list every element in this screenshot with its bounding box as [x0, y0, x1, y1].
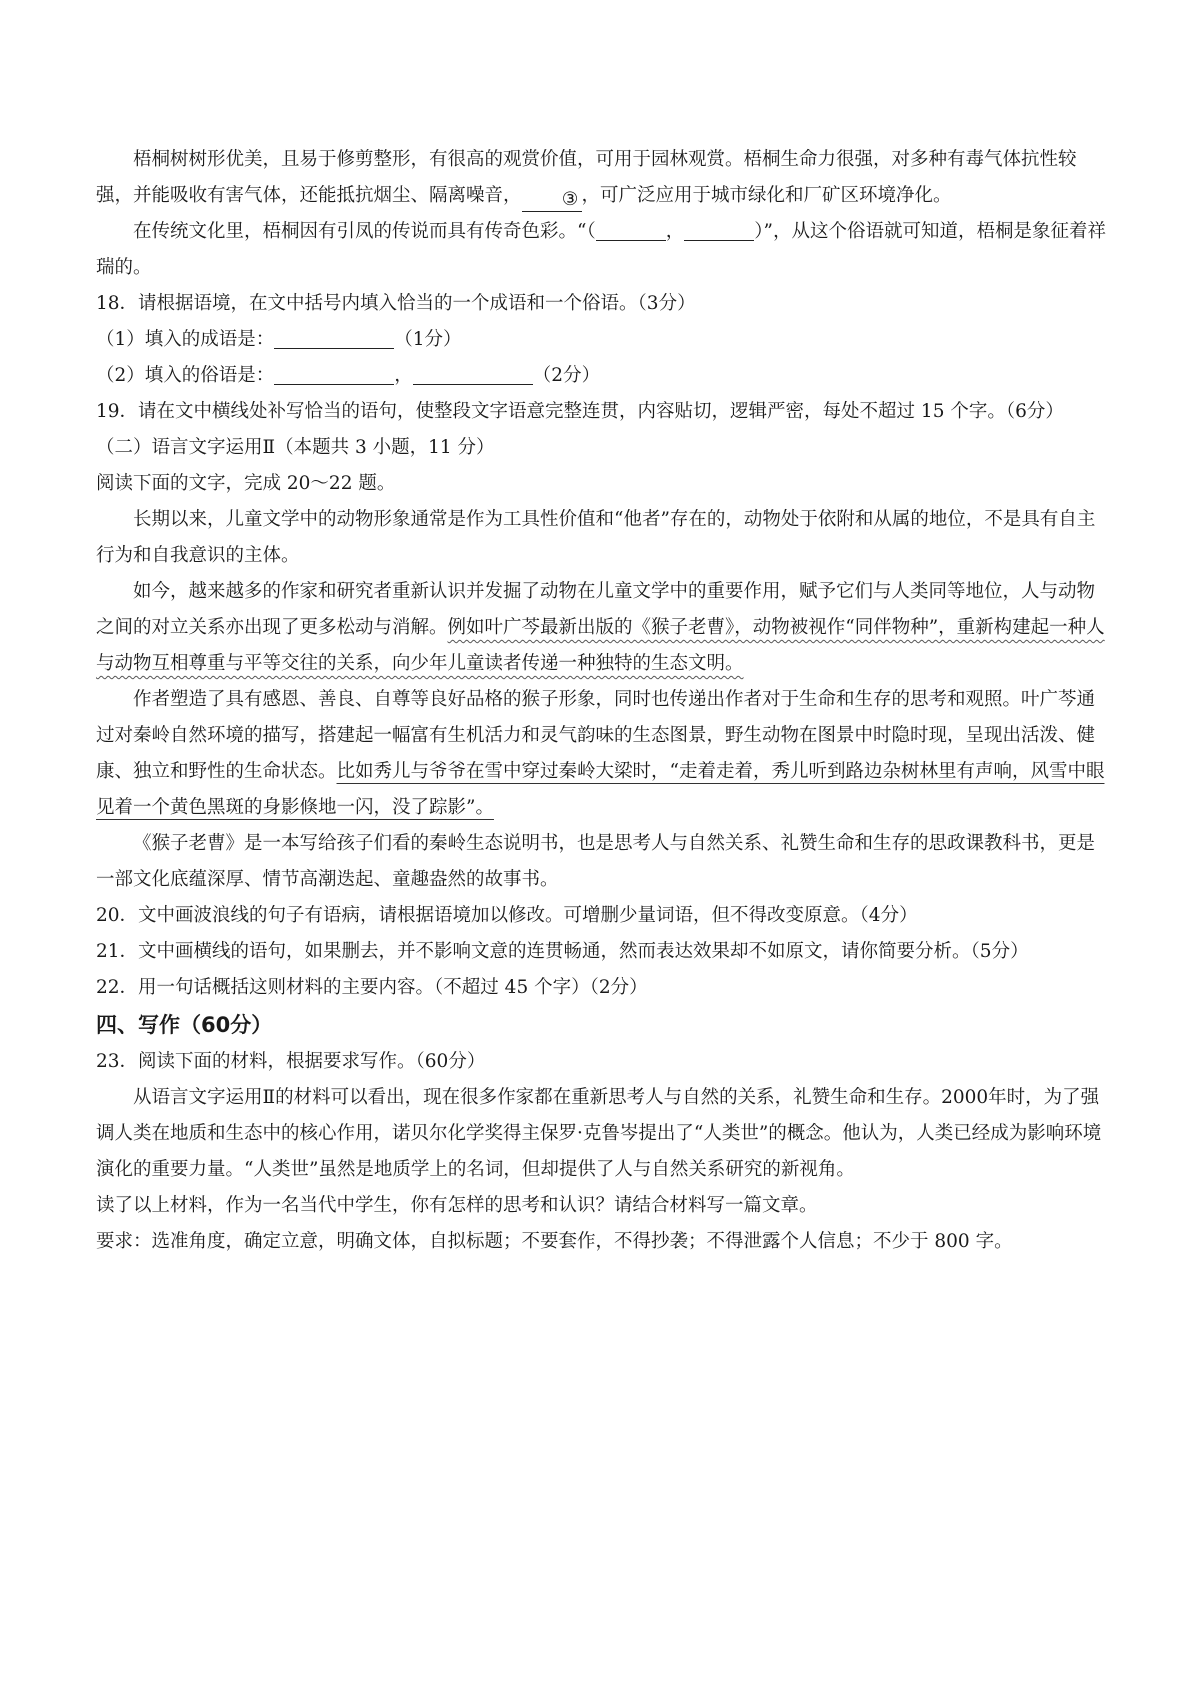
section-2-title: （二）语言文字运用Ⅱ（本题共 3 小题，11 分）	[96, 437, 495, 458]
answer-blank-3: ③	[522, 189, 582, 212]
question-22: 22．用一句话概括这则材料的主要内容。（不超过 45 个字）（2分）	[96, 977, 648, 998]
question-18-part-1	[96, 322, 1106, 358]
passage-b-paragraph-1: 长期以来，儿童文学中的动物形象通常是作为工具性价值和“他者”存在的，动物处于依附和从属的地位，不是具有自主行为和自我意识的主体。	[96, 509, 1096, 566]
passage-b-paragraph-4: 《猴子老曹》是一本写给孩子们看的秦岭生态说明书，也是思考人与自然关系、礼赞生命和生存的思政课教科书，更是一部文化底蕴深厚、情节高潮迭起、童趣盎然的故事书。	[96, 833, 1096, 890]
question-23: 23．阅读下面的材料，根据要求写作。（60分）	[96, 1051, 486, 1072]
proverb-blank-2	[684, 218, 754, 241]
passage-b-paragraph-3	[96, 682, 1106, 826]
question-18-part-2	[96, 358, 1106, 394]
proverb-blank-1	[596, 218, 666, 241]
question-20: 20．文中画波浪线的句子有语病，请根据语境加以修改。可增删少量词语，但不得改变原意。（4分）	[96, 905, 918, 926]
page-content	[96, 142, 1106, 1260]
proverb-answer-blank-2	[413, 362, 533, 385]
question-23-prompt: 读了以上材料，作为一名当代中学生，你有怎样的思考和认识？请结合材料写一篇文章。	[96, 1195, 818, 1216]
question-23-material: 从语言文字运用Ⅱ的材料可以看出，现在很多作家都在重新思考人与自然的关系，礼赞生命和生存。2000年时，为了强调人类在地质和生态中的核心作用，诺贝尔化学奖得主保罗·克鲁岑提出了“人类世”的概念。他认为，人类已经成为影响环境演化的重要力量。“人类世”虽然是地质学上的名词，但却提供了人与自然关系研究的新视角。	[96, 1087, 1102, 1180]
score: （2分）	[532, 365, 601, 386]
score: （1分）	[394, 329, 462, 350]
passage-a-paragraph-1	[96, 142, 1106, 214]
section-2-instruction: 阅读下面的文字，完成 20～22 题。	[96, 473, 396, 494]
sub-label: （1）填入的成语是：	[96, 329, 275, 350]
wavy-underlined-sentence: 例如叶广芩最新出版的《猴子老曹》，动物被视作“同伴物种”，重新构建起一种人与动物互相尊重与平等交往的关系，向少年儿童读者传递一种独特的生态文明。	[96, 617, 1105, 674]
sub-label: （2）填入的俗语是：	[96, 365, 275, 386]
question-18: 18．请根据语境，在文中括号内填入恰当的一个成语和一个俗语。（3分）	[96, 293, 696, 314]
passage-text: 梧桐树树形优美，且易于修剪整形，有很高的观赏价值，可用于园林观赏。梧桐生命力很强，对多种有毒气体抗性较强，并能吸收有害气体，还能抵抗烟尘、隔离噪音，	[96, 149, 1077, 206]
passage-b-paragraph-2	[96, 574, 1106, 682]
question-19: 19．请在文中横线处补写恰当的语句，使整段文字语意完整连贯，内容贴切，逻辑严密，每处不超过 15 个字。（6分）	[96, 401, 1064, 422]
question-23-requirements: 要求：选准角度，确定立意，明确文体，自拟标题；不要套作，不得抄袭；不得泄露个人信息；不少于 800 字。	[96, 1231, 1013, 1252]
passage-text: 在传统文化里，梧桐因有引凤的传说而具有传奇色彩。“（	[133, 221, 596, 242]
proverb-answer-blank-1	[274, 362, 394, 385]
separator: ，	[394, 365, 413, 386]
separator: ，	[665, 221, 685, 242]
question-21: 21．文中画横线的语句，如果删去，并不影响文意的连贯畅通，然而表达效果却不如原文，请你简要分析。（5分）	[96, 941, 1029, 962]
passage-text: ，可广泛应用于城市绿化和厂矿区环境净化。	[581, 185, 952, 206]
idiom-answer-blank	[274, 326, 394, 349]
underlined-sentence: 比如秀儿与爷爷在雪中穿过秦岭大梁时，“走着走着，秀儿听到路边杂树林里有声响，风雪中眼见着一个黄色黑斑的身影倏地一闪，没了踪影”。	[96, 761, 1105, 818]
section-4-title: 四、写作（60分）	[96, 1013, 273, 1037]
passage-text: 作者塑造了具有感恩、善良、自尊等良好品格的猴子形象，同时也传递出作者对于生命和生存的思考和观照。叶广芩通过对秦岭自然环境的描写，搭建起一幅富有生机活力和灵气韵味的生态图景，野生动物在图景中时隐时现，呈现出活泼、健康、独立和野性的生命状态。	[96, 689, 1096, 782]
passage-text: 如今，越来越多的作家和研究者重新认识并发掘了动物在儿童文学中的重要作用，赋予它们与人类同等地位，人与动物之间的对立关系亦出现了更多松动与消解。	[96, 581, 1096, 638]
passage-text: ）”，从这个俗语就可知道，梧桐是象征着祥瑞的。	[96, 221, 1106, 278]
passage-a-paragraph-2	[96, 214, 1106, 286]
